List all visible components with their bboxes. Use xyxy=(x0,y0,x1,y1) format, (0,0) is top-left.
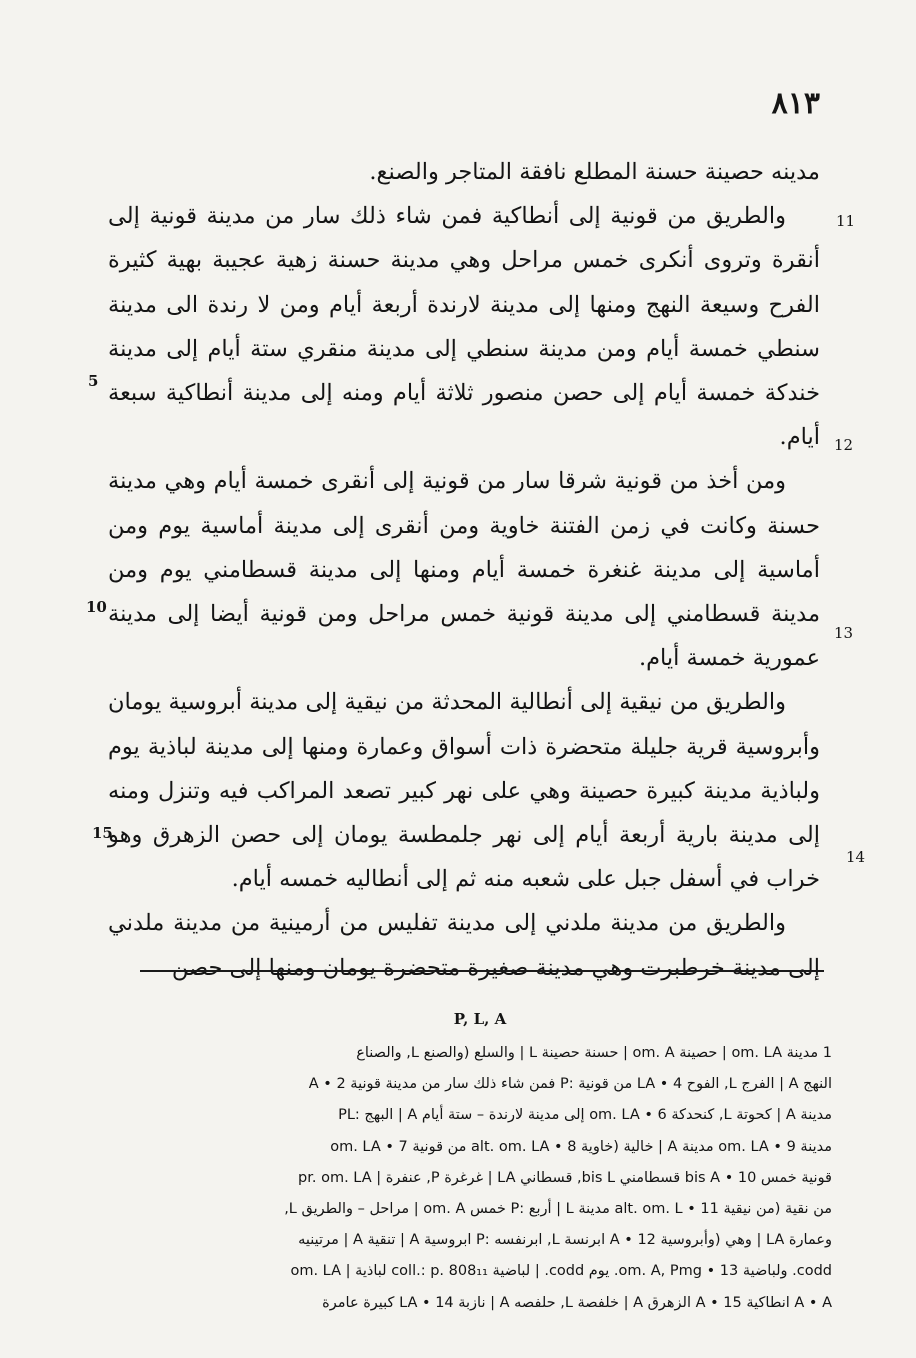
paragraph-number-12: 12 xyxy=(834,436,854,454)
paragraph-11: والطريق من قونية إلى أنطاكية فمن شاء ذلك سار من مدينة قونية إلى أنقرة وتروى أنكرى خمس مراحل وهي مدينة حسنة زهية عجيبة بهية كثيرة الفرح وسيعة النهج ومنها إلى مدينة لارندة أربعة أيام ومن لا رندة الى مدينة سنطي خمسة أيام ومن مدينة سنطي إلى مدينة منقري ستة أيام إلى مدينة خندكة خمسة أيام إلى حصن منصور ثلاثة أيام ومنه إلى مدينة أنطاكية سبعة أيام. xyxy=(108,203,820,451)
line-number-5: 5 xyxy=(88,372,99,390)
apparatus-line: codd. ولباضية 13 • om. A, Pmg. يوم codd. | لباضية coll.: p. 808₁₁ لباذية | om. LA xyxy=(290,1263,832,1280)
paragraph-12: ومن أخذ من قونية شرقا سار من قونية إلى أنقرى خمسة أيام وهي مدينة حسنة وكانت في زمن الفتنة خاوية ومن أنقرى إلى مدينة أماسية يوم ومن أماسية إلى مدينة غنغرة خمسة أيام ومنها إلى مدينة قسطامني يوم ومن مدينة قسطامني إلى مدينة قونية خمس مراحل ومن قونية أيضا إلى مدينة عمورية خمسة أيام. xyxy=(108,468,820,672)
paragraph-number-13: 13 xyxy=(834,624,854,642)
paragraph-number-14: 14 xyxy=(846,848,866,866)
critical-apparatus xyxy=(138,1038,832,1319)
opening-line: مدينه حصينة حسنة المطلع نافقة المتاجر والصنع. xyxy=(369,159,820,185)
apparatus-line: 1 مدينة om. LA | حصينة om. A | حسنة حصينة L | والسلع (والصنع L, والصناع xyxy=(356,1045,832,1061)
apparatus-line: A • A انطاكية 15 • A الزهرق A | خلفصة L, حلفصه A | نازبة 14 • LA كبيرة عامرة xyxy=(322,1294,832,1311)
footnote-divider xyxy=(140,970,824,972)
apparatus-line: وعمارة LA | وهي (وأبروسية 12 • A ابرنسة L, ابرنفسه :P ابروسية A | تنقية A | مرتينيه xyxy=(298,1232,832,1249)
line-number-10: 10 xyxy=(86,598,107,616)
apparatus-line: قونية خمس 10 • bis A قسطامني bis L, قسطاني LA | غرغرة P, عنفرة | pr. om. LA xyxy=(298,1169,832,1186)
paragraph-14: والطريق من مدينة ملدني إلى مدينة تفليس من أرمينية من مدينة ملدني إلى مدينة خرطبرت وهي مدينة صغيرة متحضرة يومان ومنها إلى حصن xyxy=(108,910,820,981)
apparatus-heading: P, L, A xyxy=(453,1010,507,1028)
apparatus-line: من نقية (من نيقية 11 • alt. om. L مدينة L | أربع :P خمس om. A | مراحل – والطريق L, xyxy=(284,1201,832,1218)
main-text-body xyxy=(108,150,820,990)
paragraph-13: والطريق من نيقية إلى أنطالية المحدثة من نيقية إلى مدينة أبروسية يومان وأبروسية قرية جليلة متحضرة ذات أسواق وعمارة ومنها إلى مدينة لباذية يوم ولباذية مدينة كبيرة حصينة وهي على نهر كبير تصعد المراكب فيه وتنزل ومنه إلى مدينة بارية أربعة أيام إلى نهر جلمطسة يومان إلى حصن الزهرق وهو خراب في أسفل جبل على شعبه منه ثم إلى أنطاليه خمسه أيام. xyxy=(108,689,820,893)
apparatus-line: النهج A | الفرج L, الفوح LA • 4 من قونية :P فمن شاء ذلك سار من مدينة قونية 2 • A xyxy=(308,1076,832,1093)
apparatus-line: مدينة A | كحوتة L, كنحدكة 6 • om. LA إلى مدينة لارندة – ستة أيام A | البهج :PL xyxy=(338,1107,832,1124)
apparatus-line: مدينة 9 • om. LA مدينة A | خالية (خاوية 8 • alt. om. LA من قونية 7 • om. LA xyxy=(330,1138,832,1155)
page-number: ٨١٣ xyxy=(771,86,820,121)
line-number-15: 15 xyxy=(92,824,113,842)
paragraph-number-11: 11 xyxy=(836,212,856,230)
